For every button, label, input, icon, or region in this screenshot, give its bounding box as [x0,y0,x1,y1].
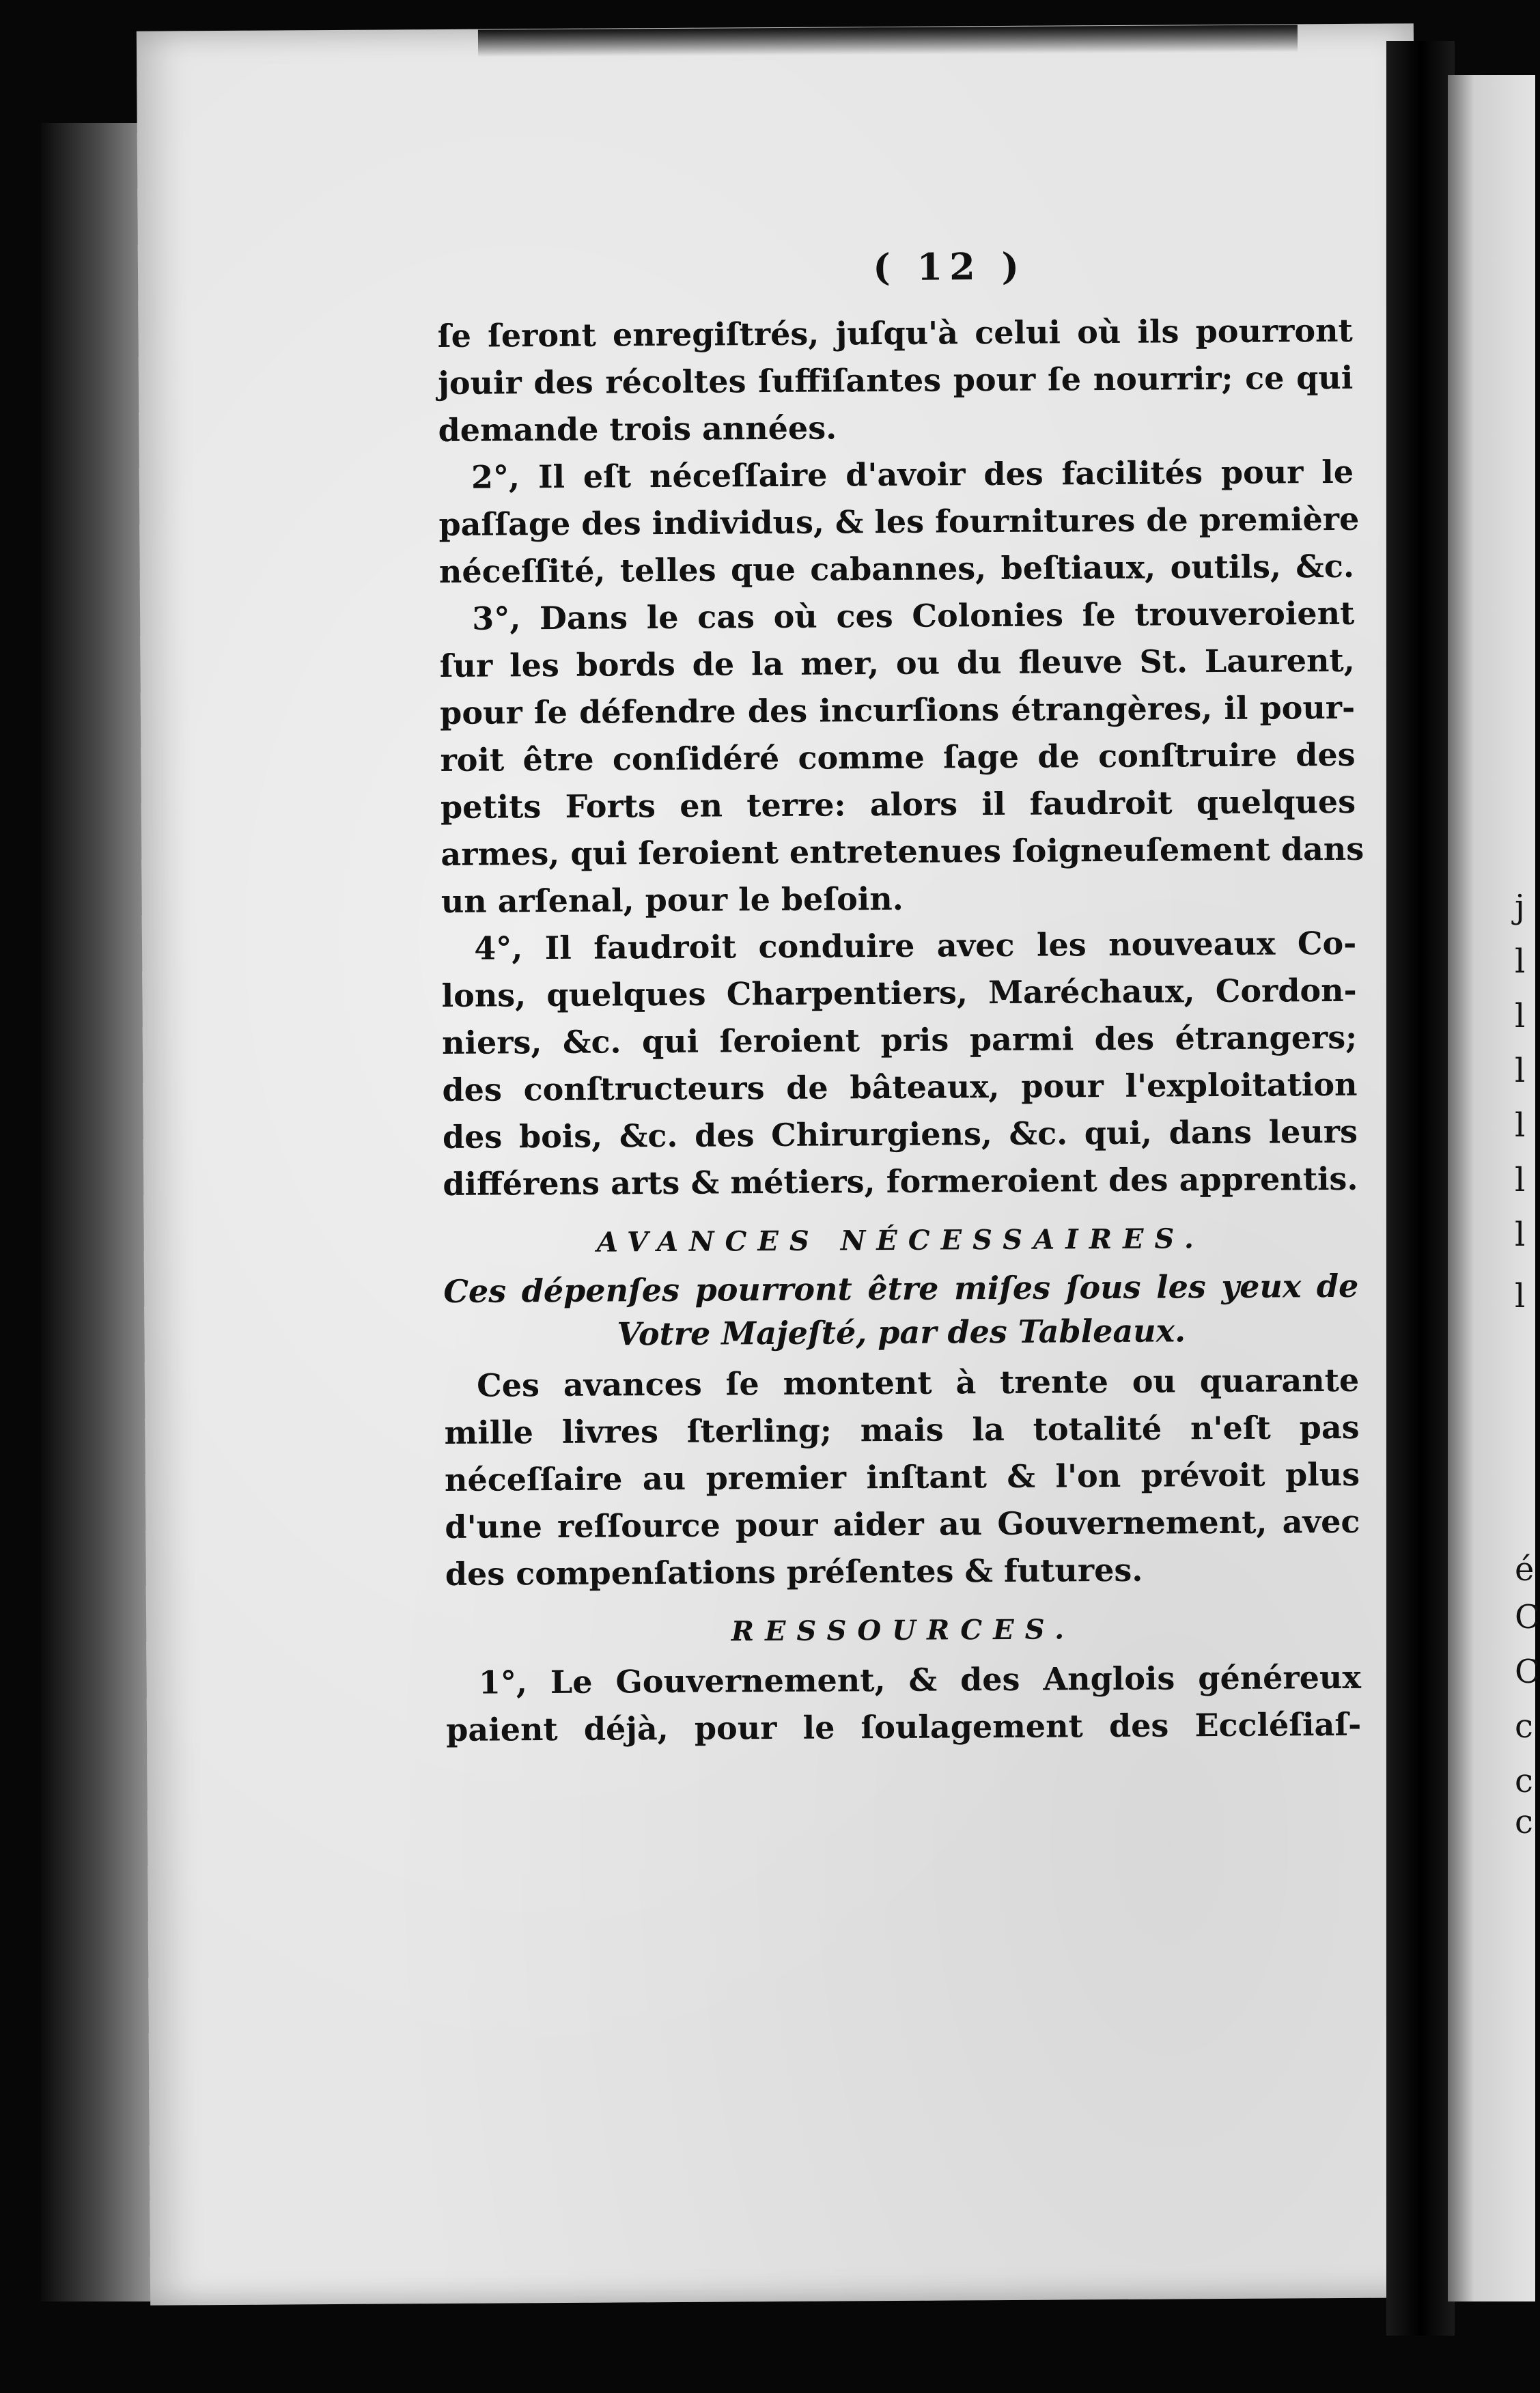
text-line: jouir des récoltes ſuffiſantes pour ſe nourrir; ce qui [438,359,1354,402]
text-line: 4°, Il faudroit conduire avec les nouveaux Co- [474,924,1357,967]
text-line: d'une reſſource pour aider au Gouvernement, avec [445,1502,1360,1545]
avances-paragraph [444,1357,1360,1598]
text-line: 1°, Le Gouvernement, & des Anglois généreux [478,1658,1361,1701]
ressources-paragraph [446,1654,1362,1754]
text-line: Ces avances ſe montent à trente ou quarante [477,1361,1360,1404]
text-line: paſſage des individus, & les fournitures de première [438,500,1360,543]
italic-note-line: Votre Majeſté, par des Tableaux. [617,1312,1186,1353]
facing-page-letter: l [1515,1052,1526,1090]
text-line: roit être conſidéré comme ſage de conſtruire des [440,736,1356,779]
paragraph-3 [439,590,1364,925]
italic-note-line: Ces dépenſes pourront être miſes ſous les yeux de [443,1267,1359,1310]
text-line: ſur les bords de la mer, ou du fleuve St. Laurent, [439,641,1355,684]
text-line: ſe ſeront enregiſtrés, juſqu'à celui où ils pourront [437,311,1353,354]
text-line: petits Forts en terre: alors il faudroit quelques [440,783,1356,826]
text-line: demande trois années. [438,409,837,449]
section-heading-ressources: RESSOURCES. [731,1613,1076,1648]
text-line: niers, &c. qui ſeroient pris parmi des étrangers; [441,1018,1358,1061]
paragraph-2 [438,449,1360,596]
text-line: un arſenal, pour le beſoin. [440,880,904,920]
section-heading-avances: AVANCES NÉCESSAIRES. [596,1222,1205,1259]
book-gutter [1386,41,1455,2336]
facing-page-letter: l [1515,1161,1526,1199]
text-line: paient déjà, pour le ſoulagement des Eccléſiaſ- [446,1705,1362,1748]
facing-page-letter: j [1515,888,1525,926]
avances-note [443,1264,1359,1357]
facing-page-letter: C [1515,1653,1540,1691]
text-line: des conſtructeurs de bâteaux, pour l'exploitation [442,1065,1358,1108]
facing-page-letter: c [1515,1803,1533,1841]
page-top-shadow [478,25,1298,57]
text-line: 3°, Dans le cas où ces Colonies ſe trouveroient [472,594,1355,637]
facing-page-letter: l [1515,997,1526,1035]
facing-page-letter: c [1515,1762,1533,1800]
facing-page-letter: l [1515,1106,1526,1145]
text-line: différens arts & métiers, formeroient des apprentis. [443,1160,1358,1203]
text-line: des bois, &c. des Chirurgiens, &c. qui, dans leurs [442,1112,1358,1156]
facing-page-letter: l [1515,1277,1526,1315]
text-line: pour ſe défendre des incurſions étrangères, il pour- [440,688,1356,731]
text-line: néceſſaire au premier inſtant & l'on prévoit plus [444,1455,1360,1498]
facing-page-letter: é [1515,1550,1535,1589]
text-line: armes, qui ſeroient entretenues ſoigneuſement dans [440,830,1364,873]
page-number: ( 12 ) [873,244,1026,290]
text-line: lons, quelques Charpentiers, Maréchaux, Cordon- [441,971,1357,1014]
facing-page-letter: C [1515,1598,1540,1636]
paragraph-1 [438,307,1354,454]
text-line: des compenſations préſentes & futures. [445,1551,1143,1593]
text-line: 2°, Il eſt néceſſaire d'avoir des facilités pour le [471,453,1354,496]
paragraph-4 [441,920,1358,1208]
facing-page-letter: l [1515,1216,1526,1254]
text-line: mille livres ſterling; mais la totalité n'eſt pas [444,1408,1360,1451]
facing-page-letter: c [1515,1707,1533,1746]
text-line: néceſſité, telles que cabannes, beſtiaux, outils, &c. [438,547,1355,590]
page-text-block [437,240,1364,1754]
facing-page-letter: l [1515,942,1526,981]
